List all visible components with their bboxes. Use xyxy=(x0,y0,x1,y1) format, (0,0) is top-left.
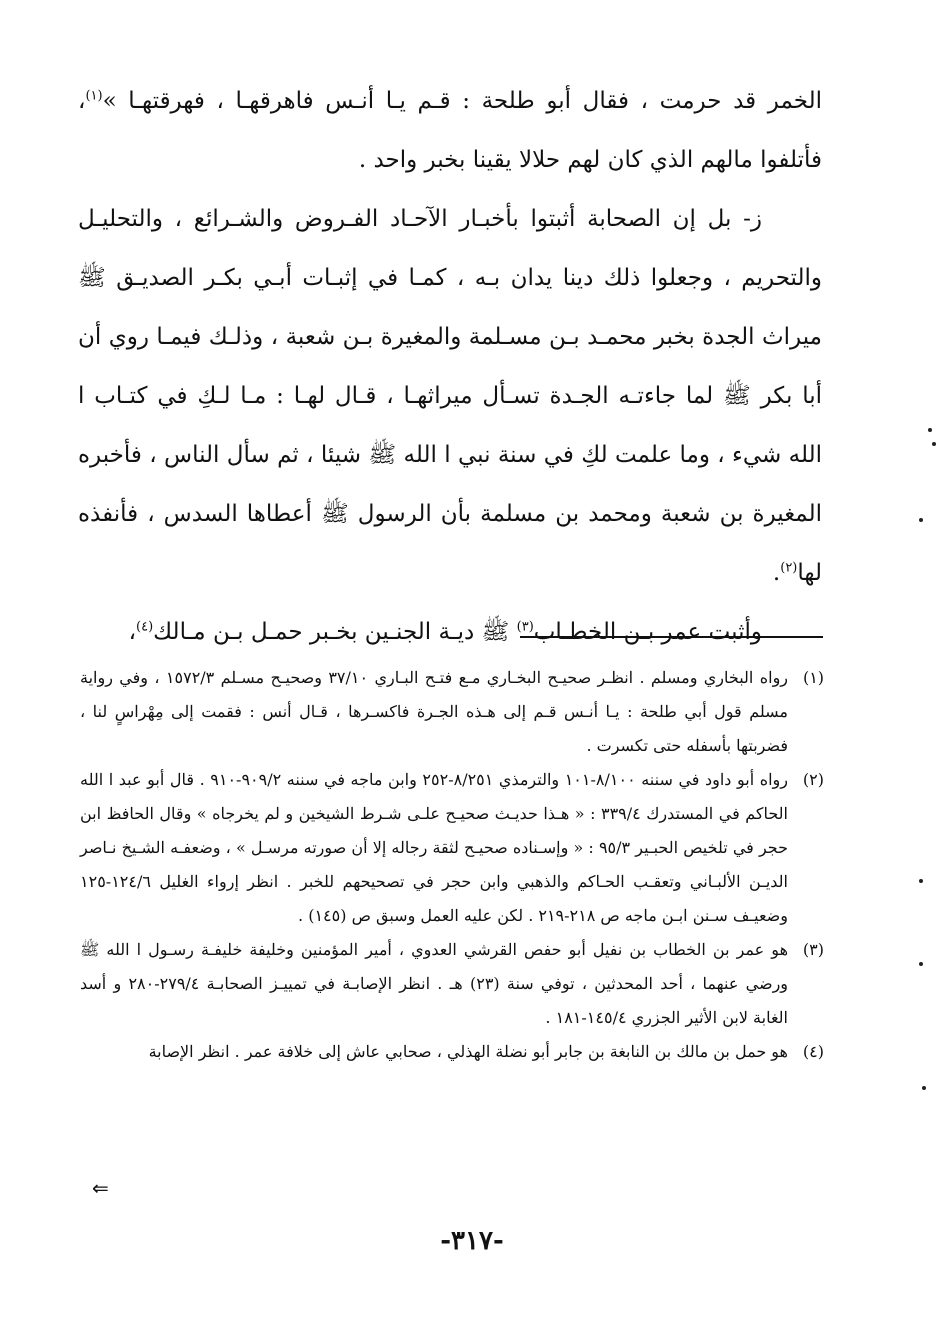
scan-speck xyxy=(919,962,923,966)
paragraph-3-tail: ، xyxy=(128,619,137,645)
paragraph-2-tail: . xyxy=(772,560,781,586)
footnote-ref-4[interactable]: (٤) xyxy=(136,619,154,635)
footnote-2-text: رواه أبو داود في سننه ٨/١٠٠-١٠١ والترمذي ٨/٢٥١-٢٥٢ وابن ماجه في سننه ٩٠٩/٢-٩١٠ . قال أبو عبد ا الله الحاكم في المستدرك ٣٣٩/٤ : « هـذا حديـث صحيـح علـى شـرط الشيخين و لم يخرجاه » وقال الحافظ ابن حجر في تلخيص الحبـير ٩٥/٣ : « وإسـناده صحيـح لثقة رجاله إلا أن صورته مرسـل » ، وضعفـه الشـيخ نـاصر الديـن الألبـاني وتعقـب الحـاكم والذهبي وابن حجر في تصحيحهم للخبر . انظر إرواء الغليل ١٢٤/٦-١٢٥ وضعيـف سـنن ابـن ماجه ص ٢١٨-٢١٩ . لكن عليه العمل وسبق ص (١٤٥) . xyxy=(80,770,789,925)
footnote-ref-1[interactable]: (١) xyxy=(85,88,103,104)
paragraph-1-tail: ، فأتلفوا مالهم الذي كان لهم حلالا يقينا بخبر واحد . xyxy=(78,88,822,173)
footnotes-section xyxy=(80,661,824,1069)
footnote-1-text: رواه البخاري ومسلم . انظـر صحيـح البخـاري مـع فتـح البـاري ٣٧/١٠ وصحيـح مسـلم ١٥٧٢/٣ ، وفي رواية مسلم قول أبي طلحة : يـا أنـس قـم إلى هـذه الجـرة فاكسـرها ، قـال أنس : فقمت إلى مِهْراسٍ لنا ، فضربتها بأسفله حتى تكسرت . xyxy=(80,668,789,755)
footnote-separator xyxy=(520,636,823,638)
paragraph-3-text: وأثبت عمر بـن الخطـاب xyxy=(533,619,762,645)
continue-arrow-icon: ⇐ xyxy=(92,1176,109,1200)
footnote-4-text: هو حمل بن مالك بن النابغة بن جابر أبو نضلة الهذلي ، صحابي عاش إلى خلافة عمر . انظر الإصابة xyxy=(148,1042,788,1061)
footnote-4-number: (٤) xyxy=(802,1042,824,1061)
scan-speck xyxy=(919,518,923,522)
footnote-4 xyxy=(80,1035,824,1069)
paragraph-3 xyxy=(78,603,822,662)
paragraph-1 xyxy=(78,72,822,190)
scan-speck xyxy=(928,428,932,432)
footnote-2-number: (٢) xyxy=(802,770,825,789)
paragraph-3-middle: ﷺ ديـة الجنـين بخـبر حمـل بـن مـالك xyxy=(153,619,510,645)
footnote-1 xyxy=(80,661,824,763)
scan-speck xyxy=(919,879,923,883)
footnote-3-text: هو عمر بن الخطاب بن نفيل أبو حفص القرشي العدوي ، أمير المؤمنين وخليفة خليفـة رسـول ا الله ﷺ ورضي عنهما ، أحد المحدثين ، توفي سنة (٢٣) هـ . انظر الإصابـة في تمييـز الصحابـة ٢٧٩/٤-٢٨٠ و أسد الغابة لابن الأثير الجزري ١٤٥/٤-١٨١ . xyxy=(80,940,789,1027)
page-number: -٣١٧- xyxy=(440,1226,504,1256)
footnote-1-number: (١) xyxy=(802,668,825,687)
footnote-3-number: (٣) xyxy=(802,940,825,959)
main-text xyxy=(78,72,822,662)
paragraph-2-text: ز- بل إن الصحابة أثبتوا بأخبـار الآحـاد الفـروض والشـرائع ، والتحليـل والتحريم ، وجعلوا ذلك دينا يدان بـه ، كمـا في إثبـات أبـي بكـر الصديـق ﷺ ميراث الجدة بخبر محمـد بـن مسـلمة والمغيرة بـن شعبة ، وذلـك فيمـا روي أن أبا بكر ﷺ لما جاءتـه الجـدة تسـأل ميراثهـا ، قـال لهـا : مـا لـكِ في كتـاب ا الله شيء ، وما علمت لكِ في سنة نبي ا الله ﷺ شيئا ، ثم سأل الناس ، فأخبره المغيرة بن شعبة ومحمد بن مسلمة بأن الرسول ﷺ أعطاها السدس ، فأنفذه لها xyxy=(78,206,822,586)
scan-speck xyxy=(932,442,936,446)
paragraph-1-text: الخمر قد حرمت ، فقال أبو طلحة : قـم يـا أنـس فاهرقهـا ، فهرقتهـا » xyxy=(102,88,822,114)
scan-speck xyxy=(922,1086,926,1090)
footnote-ref-3[interactable]: (٣) xyxy=(516,619,534,635)
footnote-3 xyxy=(80,933,824,1035)
footnote-ref-2[interactable]: (٢) xyxy=(780,560,798,576)
footnote-2 xyxy=(80,763,824,933)
paragraph-2 xyxy=(78,190,822,603)
